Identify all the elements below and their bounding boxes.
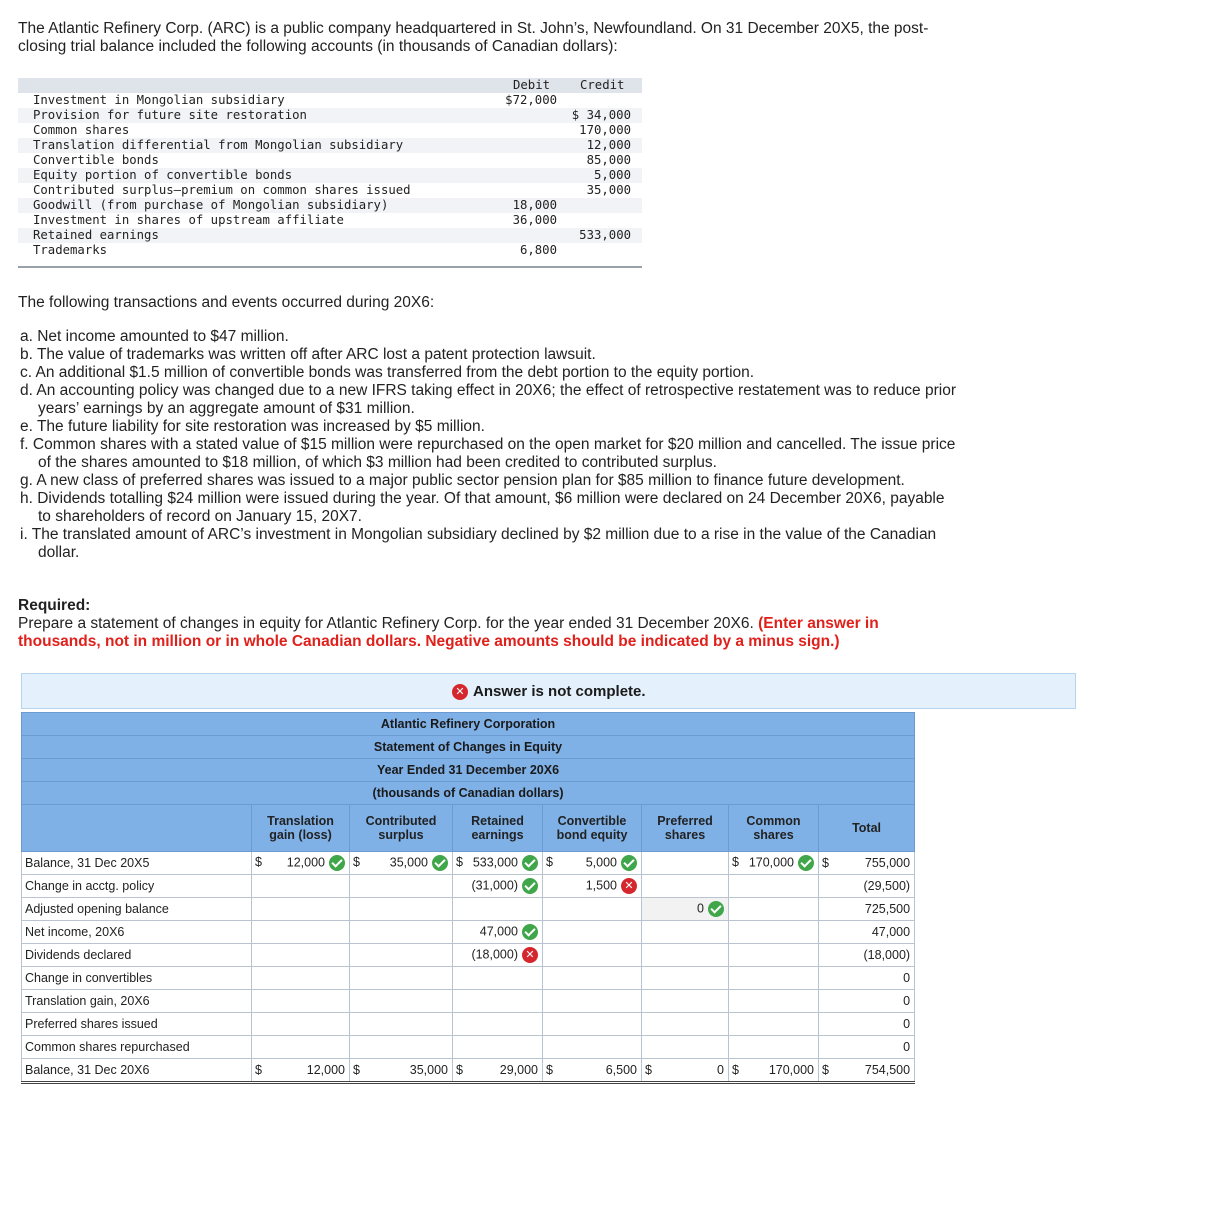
amount-cell[interactable]: [819, 875, 915, 898]
statement-row: [22, 875, 915, 898]
amount-cell: [729, 967, 819, 990]
debit-header: Debit: [513, 78, 551, 92]
event-item: b. The value of trademarks was written off after ARC lost a patent protection lawsuit.: [20, 346, 596, 363]
amount-value: 0: [717, 1063, 724, 1077]
amount-cell[interactable]: [453, 852, 543, 875]
amount-cell: [642, 1013, 729, 1036]
account-name: Investment in Mongolian subsidiary: [33, 93, 285, 107]
dollar-sign: $: [546, 855, 553, 869]
amount-cell: [729, 1013, 819, 1036]
amount-cell[interactable]: [819, 1059, 915, 1083]
amount-cell[interactable]: [350, 852, 453, 875]
account-name: Contributed surplus—premium on common shares issued: [33, 183, 411, 197]
column-header: Retained earnings: [453, 805, 543, 852]
event-item: a. Net income amounted to $47 million.: [20, 328, 289, 345]
answer-status-banner: [21, 673, 1076, 709]
column-header: Translation gain (loss): [252, 805, 350, 852]
amount-cell: [642, 921, 729, 944]
statement-row: [22, 921, 915, 944]
amount-cell[interactable]: [543, 875, 642, 898]
column-header: Preferred shares: [642, 805, 729, 852]
amount-cell[interactable]: [819, 1013, 915, 1036]
amount-value: 0: [903, 971, 911, 985]
account-name: Convertible bonds: [33, 153, 159, 167]
amount-cell: [729, 875, 819, 898]
amount-cell[interactable]: [252, 852, 350, 875]
amount-cell[interactable]: [819, 967, 915, 990]
dollar-sign: $: [255, 1063, 262, 1077]
row-label: Adjusted opening balance: [22, 898, 252, 921]
dollar-sign: $: [645, 1063, 652, 1077]
debit-amount: $72,000: [505, 93, 557, 107]
amount-value: (18,000): [471, 947, 518, 962]
amount-cell: [350, 944, 453, 967]
amount-cell[interactable]: [819, 990, 915, 1013]
amount-cell: [729, 921, 819, 944]
statement-title: (thousands of Canadian dollars): [22, 782, 915, 805]
event-item: i. The translated amount of ARC’s investment in Mongolian subsidiary declined by $2 million due to a rise in the value of the Canadian dollar.: [20, 526, 937, 561]
row-label: Net income, 20X6: [22, 921, 252, 944]
amount-cell[interactable]: [729, 852, 819, 875]
trial-balance-row: [18, 243, 642, 258]
amount-value: 754,500: [864, 1063, 911, 1077]
amount-cell: [350, 967, 453, 990]
row-label: Balance, 31 Dec 20X6: [22, 1059, 252, 1083]
correct-check-icon: [329, 855, 345, 871]
event-item: f. Common shares with a stated value of $15 million were repurchased on the open market for $20 million and cancelled. The issue price of the shares amounted to $18 million, of which $3 million had been credited to contributed surplus.: [20, 436, 956, 471]
amount-value: 35,000: [389, 855, 428, 870]
amount-value: 725,500: [864, 902, 911, 916]
column-header: Contributed surplus: [350, 805, 453, 852]
trial-balance-row: [18, 138, 642, 153]
statement-title-row: [22, 736, 915, 759]
amount-cell[interactable]: [819, 898, 915, 921]
amount-cell: [642, 852, 729, 875]
credit-amount: 12,000: [586, 138, 631, 152]
debit-amount: 6,800: [519, 243, 557, 257]
column-header: Common shares: [729, 805, 819, 852]
statement-title: Year Ended 31 December 20X6: [22, 759, 915, 782]
correct-check-icon: [522, 855, 538, 871]
row-label: Balance, 31 Dec 20X5: [22, 852, 252, 875]
amount-cell: [543, 967, 642, 990]
column-header: Convertible bond equity: [543, 805, 642, 852]
amount-cell: [543, 944, 642, 967]
amount-cell[interactable]: [642, 898, 729, 921]
row-label: Dividends declared: [22, 944, 252, 967]
amount-value: (31,000): [471, 878, 518, 893]
amount-value: 5,000: [585, 855, 617, 870]
amount-cell: [350, 990, 453, 1013]
amount-cell: [642, 944, 729, 967]
trial-balance-header: [18, 78, 642, 93]
amount-cell[interactable]: [819, 852, 915, 875]
amount-value: 29,000: [499, 1063, 538, 1077]
account-name: Equity portion of convertible bonds: [33, 168, 293, 182]
amount-cell[interactable]: [819, 944, 915, 967]
incorrect-x-icon: ✕: [621, 878, 637, 894]
row-label: Preferred shares issued: [22, 1013, 252, 1036]
row-label: Change in acctg. policy: [22, 875, 252, 898]
trial-balance-table: [18, 78, 642, 268]
amount-cell: [543, 898, 642, 921]
amount-value: 12,000: [306, 1063, 345, 1077]
required-label: Required:: [18, 597, 91, 614]
amount-cell: [543, 921, 642, 944]
amount-cell: [642, 967, 729, 990]
amount-cell[interactable]: [252, 1059, 350, 1083]
amount-value: 12,000: [286, 855, 325, 870]
amount-cell: [543, 990, 642, 1013]
amount-cell: [543, 1013, 642, 1036]
statement-row: [22, 1036, 915, 1059]
credit-header: Credit: [580, 78, 625, 92]
amount-cell: [252, 1036, 350, 1059]
trial-balance-row: [18, 213, 642, 228]
amount-value: (29,500): [863, 879, 911, 893]
statement-title: Statement of Changes in Equity: [22, 736, 915, 759]
dollar-sign: $: [546, 1063, 553, 1077]
amount-cell: [729, 990, 819, 1013]
amount-value: 1,500: [585, 878, 617, 893]
amount-cell: [453, 898, 543, 921]
correct-check-icon: [798, 855, 814, 871]
event-item: d. An accounting policy was changed due to a new IFRS taking effect in 20X6; the effect of retrospective restatement was to reduce prior years’ earnings by an aggregate amount of $31 million.: [20, 382, 956, 417]
amount-cell: [350, 1036, 453, 1059]
row-label: Change in convertibles: [22, 967, 252, 990]
statement-row: [22, 1059, 915, 1083]
dollar-sign: $: [456, 1063, 463, 1077]
amount-value: 755,000: [864, 856, 911, 870]
amount-cell: [453, 1013, 543, 1036]
dollar-sign: $: [732, 1063, 739, 1077]
amount-value: 35,000: [409, 1063, 448, 1077]
dollar-sign: $: [255, 855, 262, 869]
debit-amount: 18,000: [512, 198, 557, 212]
amount-cell: [252, 1013, 350, 1036]
amount-value: 0: [903, 1040, 911, 1054]
amount-cell[interactable]: [350, 1059, 453, 1083]
dollar-sign: $: [353, 855, 360, 869]
credit-amount: 5,000: [593, 168, 631, 182]
trial-balance-row: [18, 183, 642, 198]
amount-cell: [543, 1036, 642, 1059]
amount-cell: [350, 875, 453, 898]
events-title: The following transactions and events occurred during 20X6:: [18, 294, 435, 311]
row-label: Common shares repurchased: [22, 1036, 252, 1059]
amount-cell: [252, 898, 350, 921]
amount-value: 0: [903, 1017, 911, 1031]
amount-cell[interactable]: [453, 921, 543, 944]
trial-balance-row: [18, 108, 642, 123]
account-name: Translation differential from Mongolian subsidiary: [33, 138, 404, 152]
correct-check-icon: [708, 901, 724, 917]
account-name: Provision for future site restoration: [33, 108, 307, 122]
amount-cell: [453, 1036, 543, 1059]
trial-balance-rule: [18, 266, 642, 268]
amount-value: (18,000): [863, 948, 911, 962]
column-header-row: [22, 805, 915, 852]
credit-amount: 533,000: [579, 228, 631, 242]
trial-balance-row: [18, 228, 642, 243]
amount-cell: [252, 944, 350, 967]
events-list: [20, 328, 960, 562]
dollar-sign: $: [822, 1063, 829, 1077]
statement-of-changes-table: [21, 712, 915, 1084]
correct-check-icon: [432, 855, 448, 871]
account-name: Common shares: [33, 123, 130, 137]
statement-row: [22, 967, 915, 990]
amount-cell: [729, 898, 819, 921]
amount-value: 0: [697, 901, 704, 916]
row-label: Translation gain, 20X6: [22, 990, 252, 1013]
event-item: e. The future liability for site restoration was increased by $5 million.: [20, 418, 485, 435]
incorrect-icon: ✕: [452, 684, 468, 700]
trial-balance-row: [18, 93, 642, 108]
dollar-sign: $: [822, 856, 829, 870]
required-note: (Enter answer in thousands, not in million or in whole Canadian dollars. Negative amounts should be indicated by a minus sign.): [18, 615, 879, 650]
amount-cell: [729, 944, 819, 967]
answer-status-text: Answer is not complete.: [473, 683, 646, 700]
required-text: [18, 615, 918, 651]
correct-check-icon: [522, 924, 538, 940]
amount-value: 47,000: [871, 925, 911, 939]
account-name: Trademarks: [33, 243, 108, 257]
statement-row: [22, 990, 915, 1013]
amount-cell: [453, 990, 543, 1013]
dollar-sign: $: [456, 855, 463, 869]
amount-value: 6,500: [605, 1063, 637, 1077]
statement-row: [22, 898, 915, 921]
account-name: Retained earnings: [33, 228, 159, 242]
amount-cell[interactable]: [453, 875, 543, 898]
dollar-sign: $: [353, 1063, 360, 1077]
statement-title-row: [22, 759, 915, 782]
correct-check-icon: [621, 855, 637, 871]
column-header: Total: [819, 805, 915, 852]
statement-row: [22, 944, 915, 967]
account-name: Investment in shares of upstream affiliate: [33, 213, 344, 227]
statement-row: [22, 1013, 915, 1036]
event-item: g. A new class of preferred shares was issued to a major public sector pension plan for $85 million to finance future development.: [20, 472, 905, 489]
event-item: c. An additional $1.5 million of convertible bonds was transferred from the debt portion to the equity portion.: [20, 364, 755, 381]
required-instruction: Prepare a statement of changes in equity for Atlantic Refinery Corp. for the year ended 31 December 20X6.: [18, 615, 754, 632]
amount-cell: [252, 990, 350, 1013]
trial-balance-row: [18, 153, 642, 168]
amount-value: 47,000: [479, 924, 518, 939]
debit-amount: 36,000: [512, 213, 557, 227]
correct-check-icon: [522, 878, 538, 894]
amount-cell[interactable]: [543, 852, 642, 875]
amount-cell[interactable]: [819, 921, 915, 944]
trial-balance-row: [18, 168, 642, 183]
amount-cell: [252, 921, 350, 944]
statement-title-row: [22, 782, 915, 805]
credit-amount: 85,000: [586, 153, 631, 167]
account-name: Goodwill (from purchase of Mongolian subsidiary): [33, 198, 389, 212]
amount-cell[interactable]: [642, 1059, 729, 1083]
amount-cell[interactable]: [453, 1059, 543, 1083]
trial-balance-row: [18, 123, 642, 138]
statement-row: [22, 852, 915, 875]
amount-cell: [642, 1036, 729, 1059]
statement-title: Atlantic Refinery Corporation: [22, 713, 915, 736]
trial-balance-row: [18, 198, 642, 213]
amount-cell: [252, 875, 350, 898]
column-header-blank: [22, 805, 252, 852]
amount-value: 170,000: [768, 1063, 814, 1077]
event-item: h. Dividends totalling $24 million were issued during the year. Of that amount, $6 million were declared on 24 December 20X6, payable to shareholders of record on January 15, 20X7.: [20, 490, 945, 525]
amount-value: 533,000: [472, 855, 518, 870]
credit-amount: 170,000: [579, 123, 631, 137]
amount-cell: [642, 875, 729, 898]
amount-cell[interactable]: [729, 1059, 819, 1083]
incorrect-x-icon: ✕: [522, 947, 538, 963]
amount-value: 170,000: [748, 855, 794, 870]
amount-cell: [350, 921, 453, 944]
amount-cell: [642, 990, 729, 1013]
amount-cell: [729, 1036, 819, 1059]
amount-cell: [350, 898, 453, 921]
credit-amount: 35,000: [586, 183, 631, 197]
amount-cell[interactable]: [819, 1036, 915, 1059]
dollar-sign: $: [732, 855, 739, 869]
amount-value: 0: [903, 994, 911, 1008]
statement-title-row: [22, 713, 915, 736]
amount-cell[interactable]: [543, 1059, 642, 1083]
amount-cell: [252, 967, 350, 990]
amount-cell: [453, 967, 543, 990]
credit-amount: $ 34,000: [571, 108, 631, 122]
amount-cell: [350, 1013, 453, 1036]
intro-paragraph: The Atlantic Refinery Corp. (ARC) is a public company headquartered in St. John’s, Newfoundland. On 31 December 20X5, the post-closing trial balance included the following accounts (in thousands of Canadian dollars):: [18, 20, 929, 55]
amount-cell[interactable]: [453, 944, 543, 967]
